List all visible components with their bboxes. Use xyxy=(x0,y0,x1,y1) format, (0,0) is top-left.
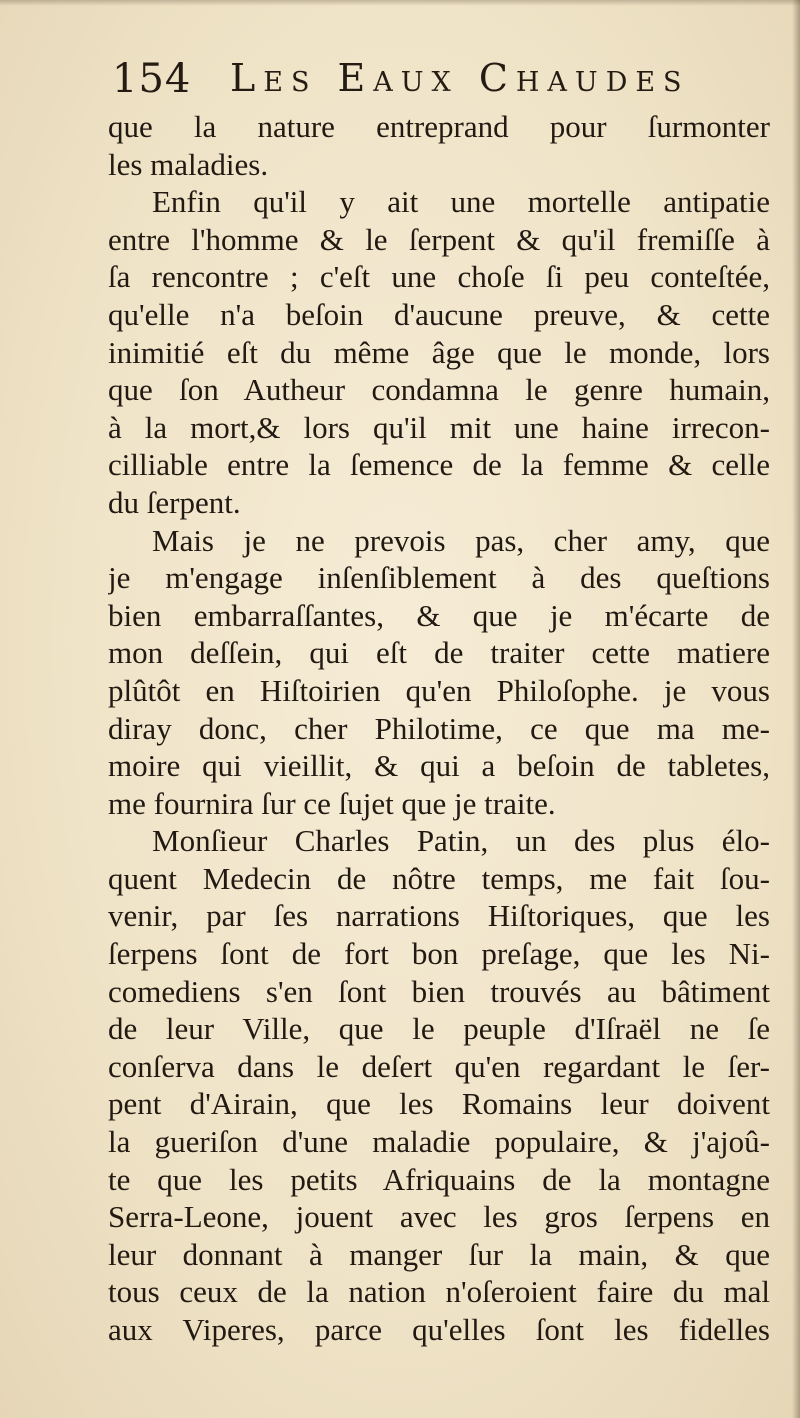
text-line: venir, par ſes narrations Hiſtoriques, que les xyxy=(108,898,770,934)
text-line: ſa rencontre ; c'eſt une choſe ſi peu conteſtée, xyxy=(108,259,770,295)
body-text xyxy=(108,108,770,1349)
text-line: les maladies. xyxy=(108,146,269,182)
text-line: que ſon Autheur condamna le genre humain, xyxy=(108,372,770,408)
text-line: qu'elle n'a beſoin d'aucune preuve, & cette xyxy=(108,296,770,332)
running-head xyxy=(112,52,722,108)
text-line: bien embarraſſantes, & que je m'écarte de xyxy=(108,597,770,633)
text-line: plûtôt en Hiſtoirien qu'en Philoſophe. je vous xyxy=(108,672,770,708)
text-line: mon deſſein, qui eſt de traiter cette matiere xyxy=(108,635,770,671)
text-line: leur donnant à manger ſur la main, & que xyxy=(108,1236,770,1272)
text-line: à la mort,& lors qu'il mit une haine irrecon- xyxy=(108,409,770,445)
text-line: du ſerpent. xyxy=(108,484,241,520)
text-line: cilliable entre la ſemence de la femme & celle xyxy=(108,447,770,483)
text-line: te que les petits Afriquains de la montagne xyxy=(108,1161,770,1197)
text-line: moire qui vieillit, & qui a beſoin de tabletes, xyxy=(108,748,770,784)
text-line: que la nature entreprand pour ſurmonter xyxy=(108,109,770,144)
text-line: diray donc, cher Philotime, ce que ma me- xyxy=(108,710,770,746)
running-title: Les Eaux Chaudes xyxy=(230,56,690,100)
page-top-edge xyxy=(0,0,800,6)
text-line: tous ceux de la nation n'oſeroient faire du mal xyxy=(108,1274,770,1310)
text-line: inimitié eſt du même âge que le monde, lors xyxy=(108,334,770,370)
paragraph-start-line: Enfin qu'il y ait une mortelle antipatie xyxy=(152,184,770,220)
text-line: ſerpens ſont de fort bon preſage, que les Ni- xyxy=(108,936,770,972)
text-line: je m'engage inſenſiblement à des queſtions xyxy=(108,560,770,596)
text-line: la gueriſon d'une maladie populaire, & j'ajoû- xyxy=(108,1124,770,1160)
text-line: aux Viperes, parce qu'elles ſont les fidelles xyxy=(108,1312,770,1347)
text-line: quent Medecin de nôtre temps, me fait ſou- xyxy=(108,860,770,896)
text-line: conſerva dans le deſert qu'en regardant le ſer- xyxy=(108,1048,770,1084)
text-line: pent d'Airain, que les Romains leur doivent xyxy=(108,1086,770,1122)
text-line: entre l'homme & le ſerpent & qu'il fremiſſe à xyxy=(108,221,770,257)
text-line: me fournira ſur ce ſujet que je traite. xyxy=(108,785,556,821)
page-number: 154 xyxy=(112,56,192,102)
page-edge-shadow xyxy=(792,0,800,1418)
text-line: Serra-Leone, jouent avec les gros ſerpens en xyxy=(108,1199,770,1235)
paragraph-start-line: Mais je ne prevois pas, cher amy, que xyxy=(152,522,770,558)
text-line: comediens s'en ſont bien trouvés au bâtiment xyxy=(108,973,770,1009)
text-line: de leur Ville, que le peuple d'Iſraël ne ſe xyxy=(108,1011,770,1047)
paragraph-start-line: Monſieur Charles Patin, un des plus élo- xyxy=(152,823,770,859)
